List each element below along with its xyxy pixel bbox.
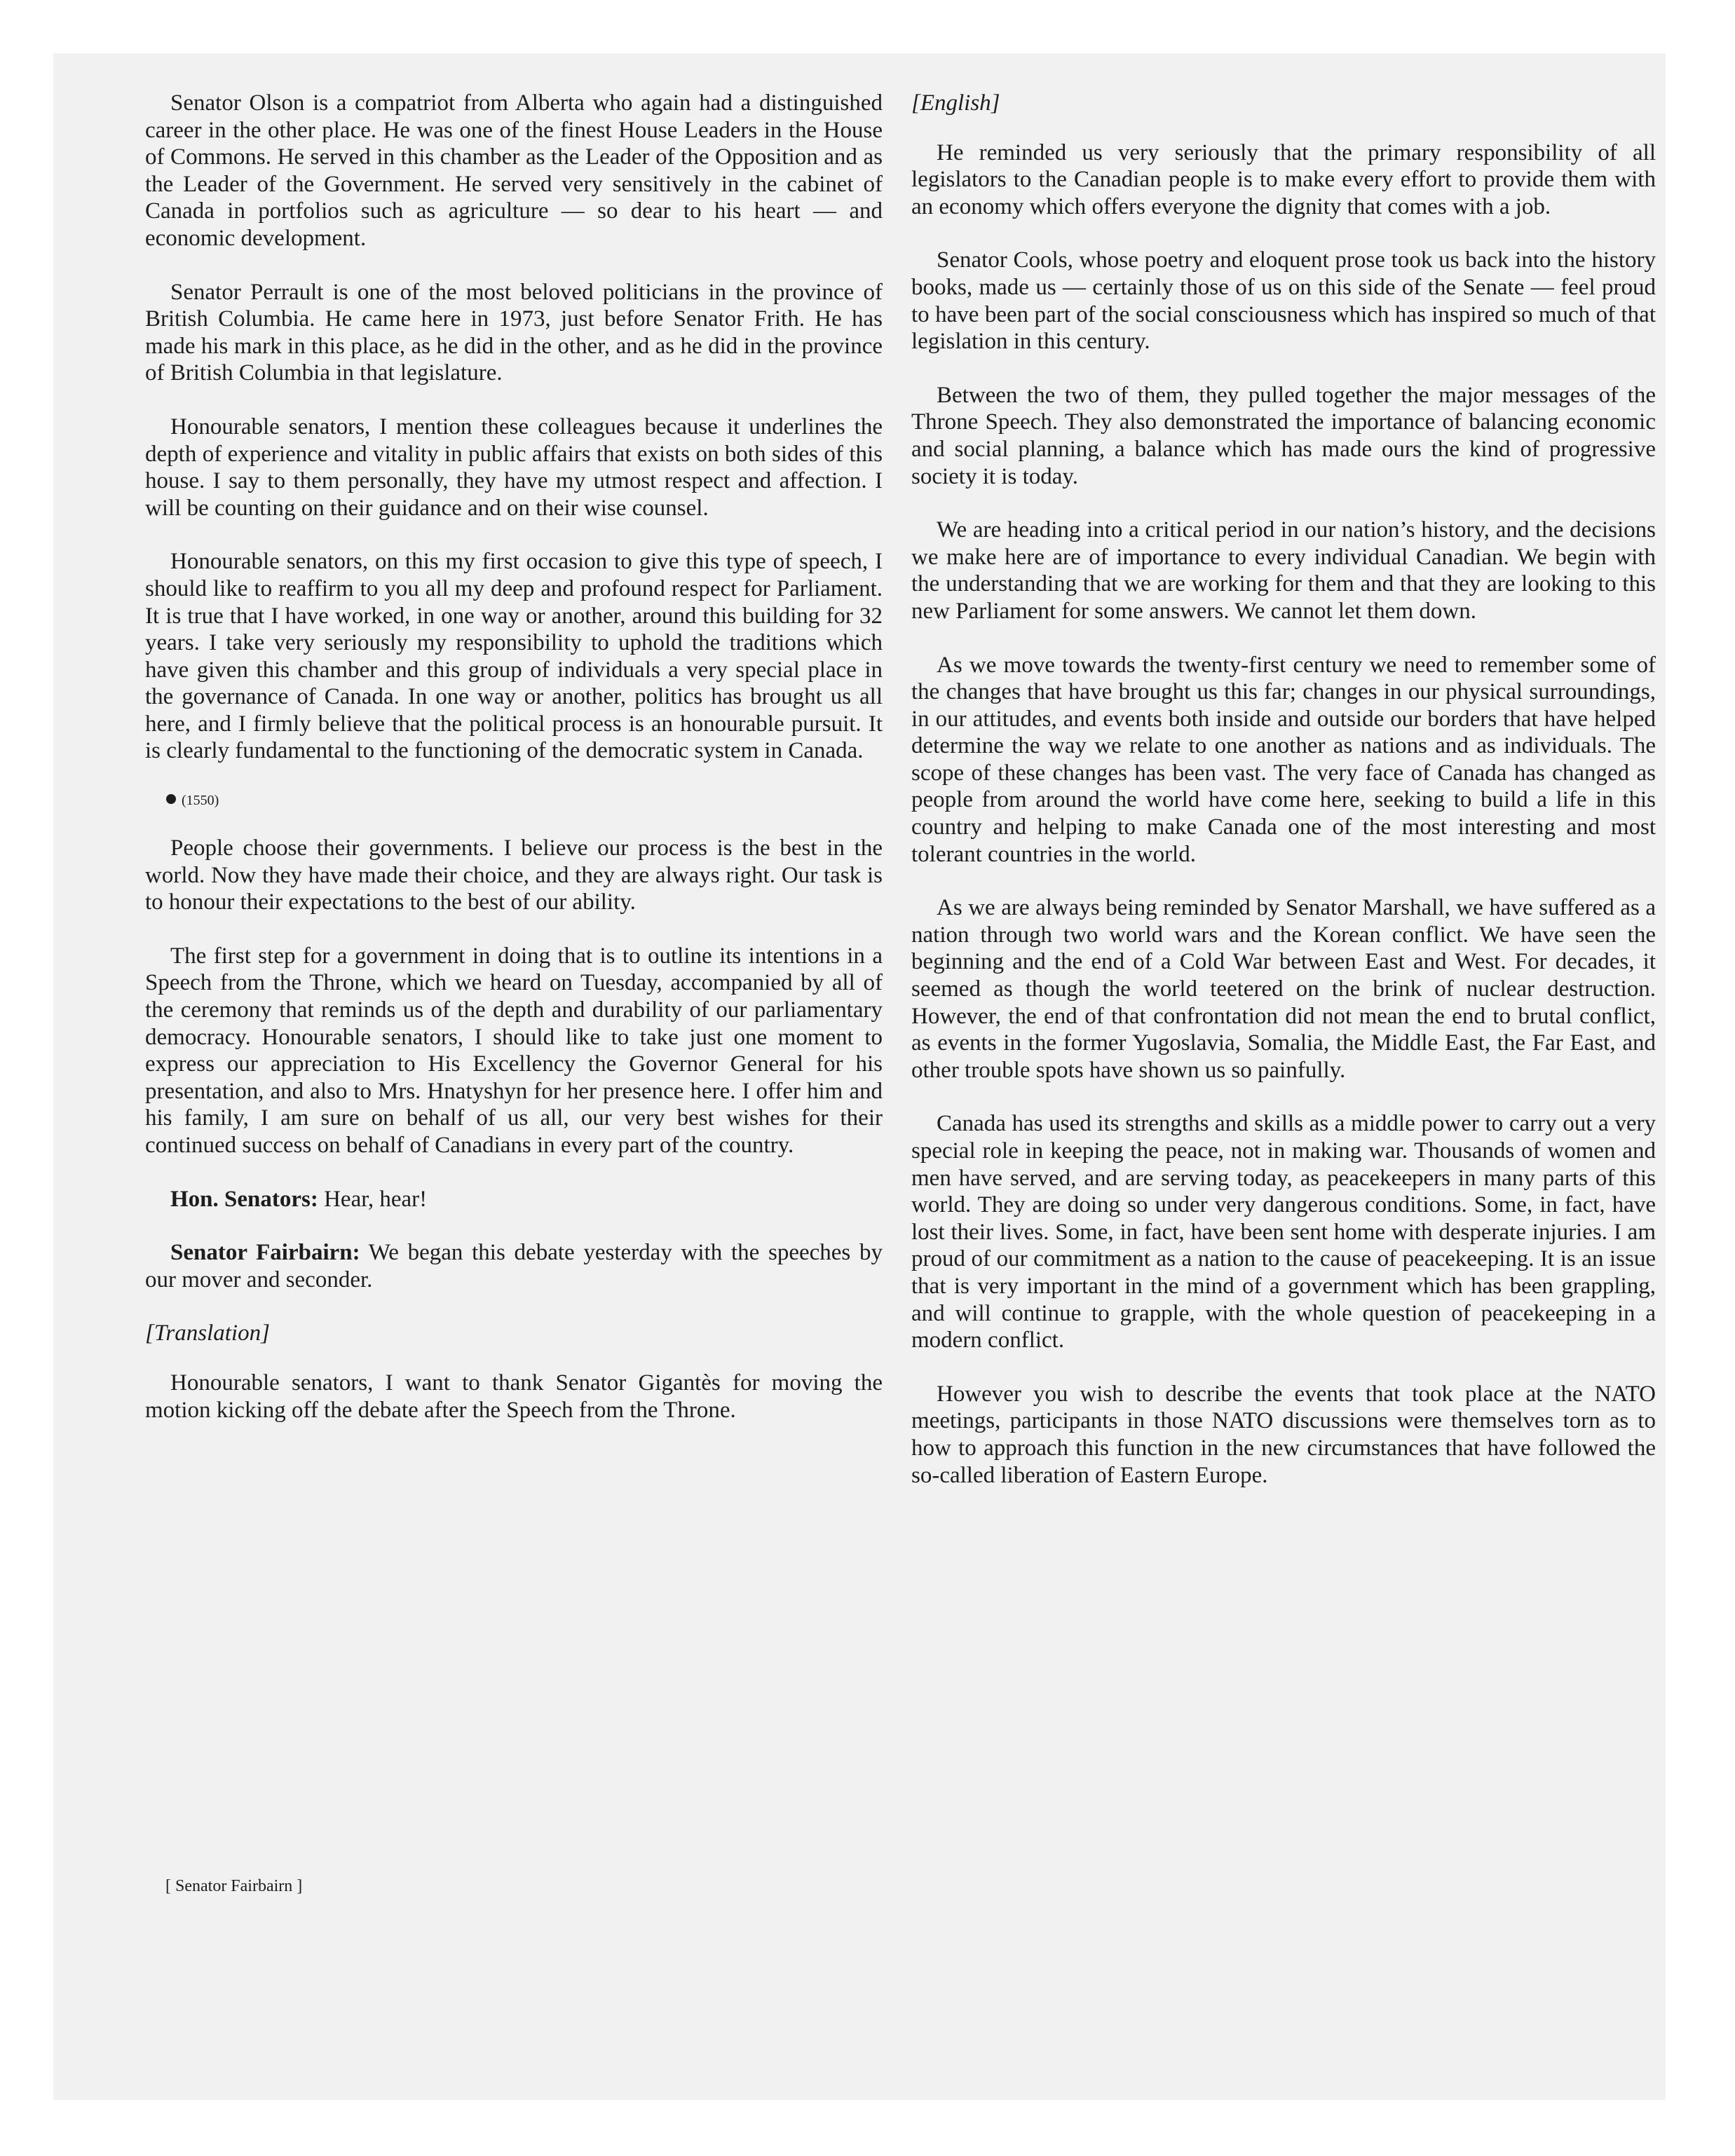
paragraph: Senator Cools, whose poetry and eloquent prose took us back into the history books, made us — certainly those of us on this side of the Senate — feel proud to have been part of the social consciousness which has inspired so much of that legislation in this century. — [911, 247, 1656, 355]
paragraph: As we are always being reminded by Senator Marshall, we have suffered as a nation through two world wars and the Korean conflict. We have seen the beginning and the end of a Cold War between East and West. For decades, it seemed as though the world teetered on the brink of nuclear destruction. However, the end of that confrontation did not mean the end to brutal conflict, as events in the former Yugoslavia, Somalia, the Middle East, the Far East, and other trouble spots have shown us so painfully. — [911, 895, 1656, 1083]
speaker-name: Hon. Senators: — [170, 1186, 318, 1212]
paragraph: Senator Perrault is one of the most beloved politicians in the province of British Columbia. He came here in 1973, just before Senator Frith. He has made his mark in this place, as he did in the other, and as he did in the province of British Columbia in that legislature. — [145, 279, 883, 386]
page-footer-speaker: [ Senator Fairbairn ] — [165, 1877, 303, 1895]
paragraph: We are heading into a critical period in our nation’s history, and the decisions we make here are of importance to every individual Canadian. We begin with the understanding that we are working for them and that they are looking to this new Parliament for some answers. We cannot let them down. — [911, 517, 1656, 624]
paragraph: People choose their governments. I believe our process is the best in the world. Now they have made their choice, and they are always right. Our task is to honour their expectations to the best of our ability. — [145, 835, 883, 915]
paragraph: He reminded us very seriously that the primary responsibility of all legislators to the Canadian people is to make every effort to provide them with an economy which offers everyone the dignity that comes with a job. — [911, 139, 1656, 219]
paragraph: Honourable senators, on this my first occasion to give this type of speech, I should like to reaffirm to you all my deep and profound respect for Parliament. It is true that I have worked, in one way or another, around this building for 32 years. I take very seriously my responsibility to uphold the traditions which have given this chamber and this group of individuals a very special place in the governance of Canada. In one way or another, politics has brought us all here, and I firmly believe that the political process is an honourable pursuit. It is clearly fundamental to the functioning of the democratic system in Canada. — [145, 549, 883, 764]
paragraph: As we move towards the twenty-first century we need to remember some of the changes that have brought us this far; changes in our physical surroundings, in our attitudes, and events both inside and outside our borders that have helped determine the way we relate to one another as nations and as individuals. The scope of these changes has been vast. The very face of Canada has changed as people from around the world have come here, seeking to build a life in this country and helping to make Canada one of the most interesting and most tolerant countries in the world. — [911, 652, 1656, 867]
language-tag: [English] — [911, 90, 1000, 116]
bullet-icon — [166, 794, 176, 804]
paragraph: Senator Olson is a compatriot from Alberta who again had a distinguished career in the other place. He was one of the finest House Leaders in the House of Commons. He served in this chamber as the Leader of the Opposition and as the Leader of the Government. He served very sensitively in the cabinet of Canada in portfolios such as agriculture — so dear to his heart — and economic development. — [145, 90, 883, 251]
paragraph: The first step for a government in doing that is to outline its intentions in a Speech from the Throne, which we heard on Tuesday, accompanied by all of the ceremony that reminds us of the depth and durability of our parliamentary democracy. Honourable senators, I should like to take just one moment to express our appreciation to His Excellency the Governor General for his presentation, and also to Mrs. Hnatyshyn for her presence here. I offer him and his family, I am sure on behalf of us all, our very best wishes for their continued success on behalf of Canadians in every part of the country. — [145, 943, 883, 1158]
left-column — [145, 90, 883, 1450]
paragraph — [145, 1186, 883, 1213]
right-column — [911, 90, 1656, 1515]
paragraph: Honourable senators, I want to thank Senator Gigantès for moving the motion kicking off the debate after the Speech from the Throne. — [145, 1370, 883, 1423]
speaker-name: Senator Fairbairn: — [170, 1240, 360, 1266]
paragraph: Between the two of them, they pulled together the major messages of the Throne Speech. They also demonstrated the importance of balancing economic and social planning, a balance which has made ours the kind of progressive society it is today. — [911, 382, 1656, 489]
language-tag: [Translation] — [145, 1321, 270, 1346]
paragraph: However you wish to describe the events that took place at the NATO meetings, participants in those NATO discussions were themselves torn as to how to approach this function in the new circumstances that have followed the so-called liberation of Eastern Europe. — [911, 1381, 1656, 1488]
speech-text: We began this debate yesterday with the speeches by our mover and seconder. — [145, 1240, 883, 1292]
time-marker — [145, 791, 883, 810]
paragraph: Canada has used its strengths and skills as a middle power to carry out a very special role in keeping the peace, not in making war. Thousands of women and men have served, and are serving today, as peacekeepers in many parts of this world. They are doing so under very dangerous conditions. Some, in fact, have lost their lives. Some, in fact, have been sent home with desperate injuries. I am proud of our commitment as a nation to the cause of peacekeeping. It is an issue that is very important in the mind of a government which has been grappling, and will continue to grapple, with the whole question of peacekeeping in a modern conflict. — [911, 1111, 1656, 1353]
speech-text: Hear, hear! — [318, 1186, 428, 1212]
time-marker-text: (1550) — [182, 793, 219, 809]
paragraph — [145, 1239, 883, 1293]
paragraph: Honourable senators, I mention these colleagues because it underlines the depth of experience and vitality in public affairs that exists on both sides of this house. I say to them personally, they have my utmost respect and affection. I will be counting on their guidance and on their wise counsel. — [145, 414, 883, 521]
